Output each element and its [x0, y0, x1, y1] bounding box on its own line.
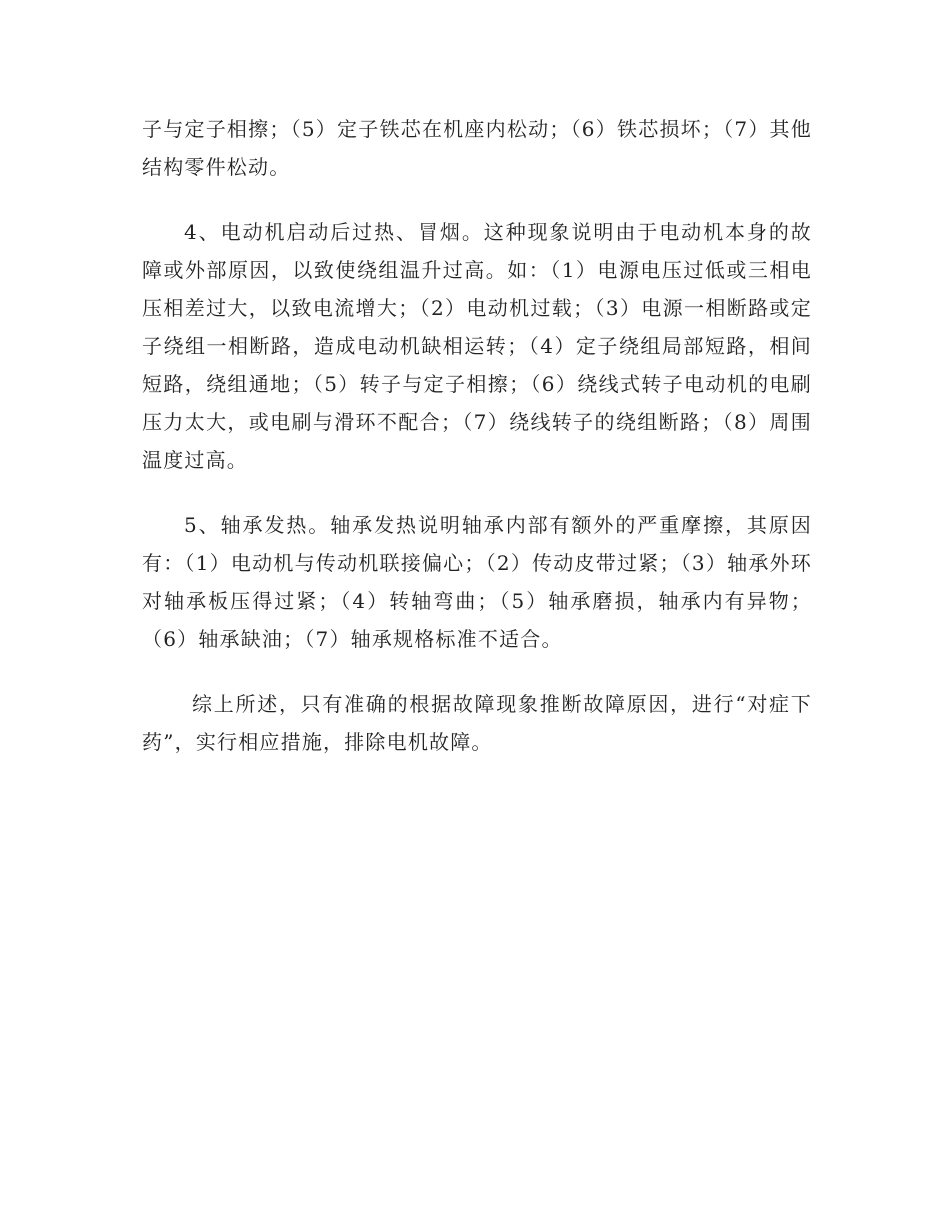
paragraph-summary: 综上所述，只有准确的根据故障现象推断故障原因，进行“对症下药”，实行相应措施，排除电机故障。: [142, 692, 812, 754]
paragraph-overheating: 4、电动机启动后过热、冒烟。这种现象说明由于电动机本身的故障或外部原因，以致使绕组温升过高。如：（1）电源电压过低或三相电压相差过大，以致电流增大；（2）电动机过载；（3）电源一相断路或定子绕组一相断路，造成电动机缺相运转；（4）定子绕组局部短路，相间短路，绕组通地；（5）转子与定子相擦；（6）绕线式转子电动机的电刷压力太大，或电刷与滑环不配合；（7）绕线转子的绕组断路；（8）周围温度过高。: [142, 220, 812, 472]
paragraph-continuation: 子与定子相擦；（5）定子铁芯在机座内松动；（6）铁芯损坏；（7）其他结构零件松动。: [142, 117, 812, 179]
document-body: [142, 110, 812, 788]
paragraph-bearing-heat: 5、轴承发热。轴承发热说明轴承内部有额外的严重摩擦，其原因有：（1）电动机与传动机联接偏心；（2）传动皮带过紧；（3）轴承外环对轴承板压得过紧；（4）转轴弯曲；（5）轴承磨损，轴承内有异物；（6）轴承缺油；（7）轴承规格标准不适合。: [142, 513, 812, 651]
